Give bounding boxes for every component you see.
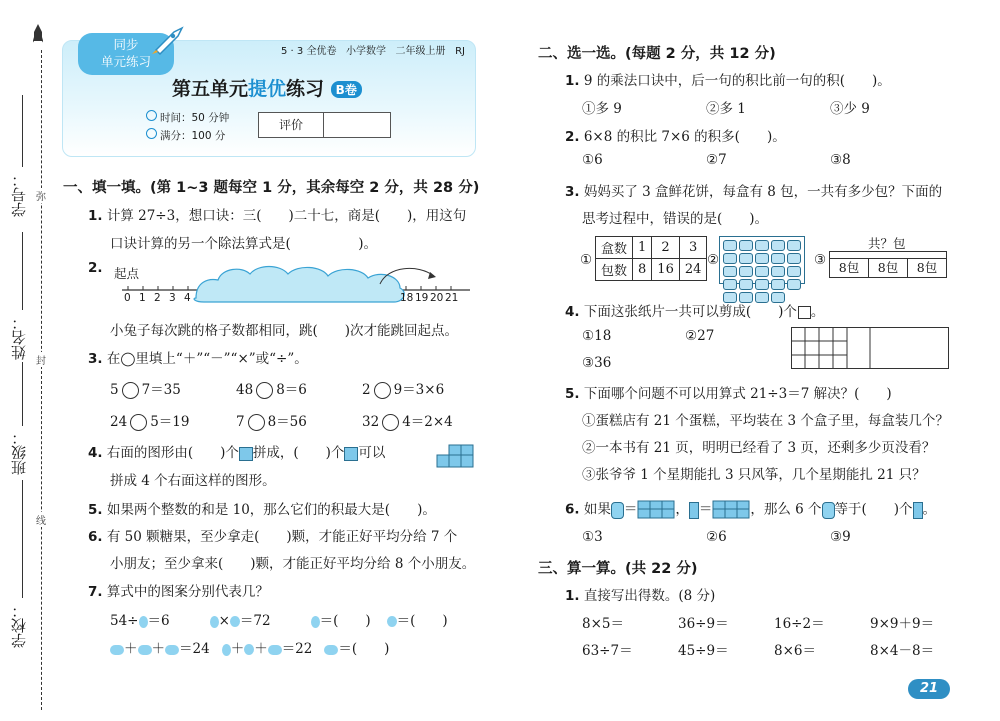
q3-r2c1-a: 24 bbox=[110, 414, 128, 430]
square-icon bbox=[798, 306, 811, 319]
q3-r2c3-b: 4＝2×4 bbox=[402, 414, 453, 430]
prism-icon bbox=[689, 502, 699, 519]
q3-r2c3-a: 32 bbox=[362, 414, 380, 430]
c3-bar bbox=[829, 258, 947, 278]
q1 bbox=[88, 204, 466, 224]
q7-r2-c: ＝24 bbox=[179, 641, 210, 657]
class-field[interactable] bbox=[22, 362, 23, 426]
cloud-icon bbox=[110, 645, 124, 655]
c6-text-a: 如果 bbox=[583, 501, 611, 518]
q3-r2c2-b: 8＝56 bbox=[267, 414, 307, 430]
section-3-heading: 三、算一算。(共 22 分) bbox=[538, 561, 698, 577]
operator-blank[interactable] bbox=[382, 414, 399, 431]
q3-r2c2-a: 7 bbox=[236, 414, 245, 430]
operator-blank[interactable] bbox=[122, 382, 139, 399]
q1-number: 1. bbox=[88, 208, 103, 224]
c2-number: 2. bbox=[565, 129, 580, 145]
c1-opt-3[interactable]: ③少 9 bbox=[830, 101, 870, 117]
cube-icon bbox=[344, 447, 358, 461]
c2-options bbox=[582, 152, 851, 168]
c3-table bbox=[595, 236, 707, 281]
c6-text-f: 等于( )个 bbox=[834, 501, 913, 518]
cube-stack-figure bbox=[435, 443, 477, 475]
c4-number: 4. bbox=[565, 304, 580, 320]
c3-bar-seg: 8包 bbox=[869, 259, 908, 277]
q7-r2-d: ＋ bbox=[230, 641, 245, 657]
q6 bbox=[88, 525, 457, 545]
q6-line2: 小朋友；至少拿来( )颗，才能正好平均分给 8 个小朋友。 bbox=[110, 556, 476, 572]
drop-icon bbox=[210, 616, 219, 628]
q7-r1-d: ＝72 bbox=[239, 613, 271, 629]
c3-packet-grid bbox=[719, 236, 805, 284]
edition: RJ bbox=[455, 46, 465, 57]
calc-row-1 bbox=[582, 612, 934, 632]
tick-19: 19 bbox=[415, 292, 429, 304]
title-tag: B卷 bbox=[331, 81, 362, 98]
c6-text-b: ＝ bbox=[623, 501, 638, 518]
c6-text-e: ，那么 6 个 bbox=[750, 501, 822, 518]
c6-text-c: ， bbox=[675, 501, 689, 518]
score-text: 满分：100 分 bbox=[160, 130, 226, 142]
school-field[interactable] bbox=[22, 480, 23, 598]
c2-opt-1[interactable]: ①6 bbox=[582, 152, 603, 168]
calc-item: 8×6＝ bbox=[774, 643, 816, 659]
c6-number: 6. bbox=[565, 501, 580, 518]
c1-opt-1[interactable]: ①多 9 bbox=[582, 101, 622, 117]
c6-opt-2[interactable]: ②6 bbox=[706, 529, 727, 545]
tick-0: 0 bbox=[124, 292, 131, 304]
c5-opt-3[interactable]: ③张爷爷 1 个星期能扎 3 只风筝，几个星期能扎 21 只？ bbox=[582, 467, 926, 483]
q7-r1-a: 54÷ bbox=[110, 613, 139, 629]
table-cell: 1 bbox=[633, 237, 652, 259]
section-1-heading: 一、填一填。(第 1~3 题每空 1 分，其余每空 2 分，共 28 分) bbox=[63, 180, 480, 196]
c6-options bbox=[582, 529, 851, 545]
badge-line2: 单元练习 bbox=[100, 54, 151, 69]
time-text: 时间：50 分钟 bbox=[160, 112, 230, 124]
q3-row2 bbox=[110, 410, 453, 431]
q7-r2-g: ＝( ) bbox=[338, 641, 390, 657]
table-cell: 包数 bbox=[596, 259, 633, 281]
c3-number: 3. bbox=[565, 184, 580, 200]
c1 bbox=[565, 69, 891, 89]
c5-opt-2[interactable]: ②一本书有 21 页，明明已经看了 3 页，还剩多少页没看？ bbox=[582, 440, 936, 456]
q3-r1c3-a: 2 bbox=[362, 382, 371, 398]
swirl-icon bbox=[387, 616, 397, 627]
check-icon bbox=[146, 128, 157, 139]
c3-brace bbox=[829, 251, 947, 258]
table-row bbox=[596, 259, 707, 281]
s1 bbox=[565, 584, 715, 604]
title-prefix: 第五单元 bbox=[172, 78, 249, 100]
q6-number: 6. bbox=[88, 529, 103, 545]
rocket-badge-icon bbox=[150, 26, 184, 60]
swirl-icon bbox=[244, 644, 254, 655]
q7-r2-e: ＋ bbox=[254, 641, 268, 657]
c3-line1: 妈妈买了 3 盒鲜花饼，每盒有 8 包，一共有多少包？下面的 bbox=[583, 184, 943, 200]
c5-text: 下面哪个问题不可以用算式 21÷3＝7 解决？( ) bbox=[583, 386, 892, 402]
name-label: 姓名： bbox=[10, 315, 28, 360]
q3-r1c1-a: 5 bbox=[110, 382, 119, 398]
q3 bbox=[88, 347, 308, 367]
c6-opt-3[interactable]: ③9 bbox=[830, 529, 851, 545]
q7-r1-e: ＝( ) bbox=[319, 613, 371, 629]
q4-line1b: 拼成，( )个 bbox=[252, 445, 345, 461]
cylinder-icon bbox=[822, 502, 835, 519]
q3-number: 3. bbox=[88, 351, 103, 367]
table-cell: 8 bbox=[633, 259, 652, 281]
subject: 小学数学 bbox=[346, 46, 386, 57]
calc-item: 63÷7＝ bbox=[582, 643, 633, 659]
q4-line1c: 可以 bbox=[358, 445, 386, 461]
c1-options bbox=[582, 97, 870, 117]
q2-text: 小兔子每次跳的格子数都相同，跳( )次才能跳回起点。 bbox=[110, 323, 459, 339]
cloud-icon bbox=[268, 645, 282, 655]
prism-icon bbox=[913, 502, 923, 519]
q7-r2-a: ＋ bbox=[124, 641, 138, 657]
q4-number: 4. bbox=[88, 445, 103, 461]
cylinder-icon bbox=[611, 502, 624, 519]
calc-item: 8×4－8＝ bbox=[870, 643, 935, 659]
c4-opt-1[interactable]: ①18 bbox=[582, 328, 612, 344]
q2-start-label: 起点 bbox=[114, 266, 140, 281]
class-label: 班级： bbox=[10, 430, 28, 475]
q7-row2 bbox=[110, 637, 389, 657]
q3-r1c3-b: 9＝3×6 bbox=[393, 382, 445, 398]
clock-icon bbox=[146, 110, 157, 121]
table-cell: 盒数 bbox=[596, 237, 633, 259]
c1-text: 9 的乘法口诀中，后一句的积比前一句的积( )。 bbox=[583, 73, 891, 89]
operator-blank[interactable] bbox=[130, 414, 147, 431]
cloud-icon bbox=[165, 645, 179, 655]
cloud-icon bbox=[138, 645, 152, 655]
section-2-heading: 二、选一选。(每题 2 分，共 12 分) bbox=[538, 46, 776, 62]
q7-r2-f: ＝22 bbox=[281, 641, 313, 657]
rocket-icon bbox=[33, 24, 43, 46]
c2-opt-3[interactable]: ③8 bbox=[830, 152, 851, 168]
seal-char-2: 封 bbox=[36, 352, 46, 367]
c4-text: 下面这张纸片一共可以剪成( )个 bbox=[583, 304, 797, 320]
calc-item: 9×9＋9＝ bbox=[870, 616, 935, 632]
c1-number: 1. bbox=[565, 73, 580, 89]
tick-2: 2 bbox=[154, 292, 161, 304]
badge-line1: 同步 bbox=[113, 37, 139, 52]
binding-line bbox=[41, 50, 42, 710]
page-title bbox=[172, 74, 362, 101]
drop-icon bbox=[222, 644, 231, 656]
calc-row-2 bbox=[582, 639, 934, 659]
tick-4: 4 bbox=[184, 292, 191, 304]
tick-3: 3 bbox=[169, 292, 176, 304]
q5 bbox=[88, 498, 436, 518]
q7-row1 bbox=[110, 609, 448, 629]
binding-margin bbox=[0, 0, 52, 721]
c3 bbox=[565, 180, 942, 200]
q3-r1c2-a: 48 bbox=[236, 382, 254, 398]
c3-opt3-marker[interactable]: ③ bbox=[814, 252, 827, 268]
q3-r2c1-b: 5＝19 bbox=[150, 414, 190, 430]
q7 bbox=[88, 580, 269, 600]
s1-text: 直接写出得数。(8 分) bbox=[583, 588, 716, 604]
q6-line1: 有 50 颗糖果，至少拿走( )颗，才能正好平均分给 7 个 bbox=[106, 529, 458, 545]
operator-blank[interactable] bbox=[374, 382, 391, 399]
seal-char-3: 线 bbox=[36, 512, 46, 527]
table-cell: 2 bbox=[652, 237, 680, 259]
table-cell: 24 bbox=[679, 259, 707, 281]
c3-line2: 思考过程中，错误的是( )。 bbox=[582, 211, 769, 227]
series-info bbox=[281, 42, 465, 57]
title-highlight: 提优 bbox=[248, 78, 287, 100]
q1-line1: 计算 27÷3，想口诀：三( )二十七，商是( )，用这句 bbox=[106, 208, 467, 224]
score-info bbox=[146, 128, 225, 143]
cube-icon bbox=[239, 447, 253, 461]
c3-bar-seg: 8包 bbox=[830, 259, 869, 277]
cloud-icon bbox=[324, 645, 338, 655]
c2-text: 6×8 的积比 7×6 的积多( )。 bbox=[583, 129, 786, 145]
c3-total-label: 共？包 bbox=[868, 236, 906, 251]
tick-20: 20 bbox=[430, 292, 444, 304]
q4-line2: 拼成 4 个右面这样的图形。 bbox=[110, 473, 276, 489]
q4-line1a: 右面的图形由( )个 bbox=[106, 445, 239, 461]
c5-opt-1[interactable]: ①蛋糕店有 21 个蛋糕，平均装在 3 个盒子里，每盒装几个？ bbox=[582, 413, 949, 429]
calc-item: 16÷2＝ bbox=[774, 616, 825, 632]
q3-r1c1-b: 7＝35 bbox=[141, 382, 181, 398]
q7-r1-f: ＝( ) bbox=[396, 613, 448, 629]
school-label: 学校： bbox=[10, 603, 28, 648]
c6: 6. 如果 ＝ ， ＝ ，那么 6 个 等于( )个 。 bbox=[565, 497, 936, 523]
page-number-text: 21 bbox=[919, 681, 939, 696]
calc-item: 8×5＝ bbox=[582, 616, 624, 632]
c3-bar-seg: 8包 bbox=[916, 260, 938, 275]
q5-text: 如果两个整数的和是 10，那么它们的积最大是( )。 bbox=[106, 502, 436, 518]
tick-21: 21 bbox=[445, 292, 459, 304]
grade: 二年级上册 bbox=[395, 46, 446, 57]
c1-opt-2[interactable]: ②多 1 bbox=[706, 101, 746, 117]
q3-row1 bbox=[110, 378, 444, 399]
name-field[interactable] bbox=[22, 232, 23, 310]
c6-text-d: ＝ bbox=[698, 501, 713, 518]
block-group-icon bbox=[712, 497, 750, 523]
c4-opt-3[interactable]: ③36 bbox=[582, 355, 612, 371]
student-id-field[interactable] bbox=[22, 95, 23, 167]
q7-r2-b: ＋ bbox=[151, 641, 165, 657]
q5-number: 5. bbox=[88, 502, 103, 518]
number-line-ticks-right bbox=[400, 292, 460, 304]
eval-label: 评价 bbox=[259, 113, 324, 137]
title-suffix: 练习 bbox=[286, 78, 325, 100]
block-group-icon bbox=[637, 497, 675, 523]
c5-number: 5. bbox=[565, 386, 580, 402]
student-id-label: 学号： bbox=[10, 172, 28, 217]
table-row bbox=[596, 237, 707, 259]
c3-opt1-marker[interactable]: ① bbox=[580, 252, 593, 268]
c5 bbox=[565, 382, 892, 402]
tick-18: 18 bbox=[400, 292, 414, 304]
page-number bbox=[908, 679, 950, 699]
s1-number: 1. bbox=[565, 588, 580, 604]
table-cell: 3 bbox=[679, 237, 707, 259]
q3-text: 在◯里填上“＋”“－”“×”或“÷”。 bbox=[106, 351, 308, 367]
number-line-ticks-left bbox=[124, 292, 199, 304]
c4-opt-2[interactable]: ②27 bbox=[685, 328, 715, 344]
seal-char-1: 弥 bbox=[36, 188, 46, 203]
calc-item: 45÷9＝ bbox=[678, 643, 729, 659]
q7-r1-c: × bbox=[218, 613, 230, 629]
c2 bbox=[565, 125, 786, 145]
q7-r1-b: ＝6 bbox=[147, 613, 170, 629]
q2-number: 2. bbox=[88, 260, 103, 276]
tick-1: 1 bbox=[139, 292, 146, 304]
q7-text: 算式中的图案分别代表几？ bbox=[106, 584, 269, 600]
c2-opt-2[interactable]: ②7 bbox=[706, 152, 727, 168]
c3-opt2-marker[interactable]: ② bbox=[707, 252, 720, 268]
series-name: 5 · 3 全优卷 bbox=[281, 46, 337, 57]
q4 bbox=[88, 441, 385, 461]
paper-grid-figure bbox=[791, 327, 949, 373]
swirl-icon bbox=[230, 616, 240, 627]
operator-blank[interactable] bbox=[248, 414, 265, 431]
q1-line2: 口诀计算的另一个除法算式是( )。 bbox=[110, 236, 378, 252]
table-cell: 16 bbox=[652, 259, 680, 281]
evaluation-box[interactable] bbox=[258, 112, 391, 138]
q7-number: 7. bbox=[88, 584, 103, 600]
c6-opt-1[interactable]: ①3 bbox=[582, 529, 603, 545]
calc-item: 36÷9＝ bbox=[678, 616, 729, 632]
q3-r1c2-b: 8＝6 bbox=[276, 382, 307, 398]
drop-icon bbox=[311, 616, 320, 628]
drop-icon bbox=[139, 616, 148, 628]
time-info bbox=[146, 110, 229, 125]
c4: 4. 下面这张纸片一共可以剪成( )个 。 bbox=[565, 304, 825, 320]
operator-blank[interactable] bbox=[256, 382, 273, 399]
